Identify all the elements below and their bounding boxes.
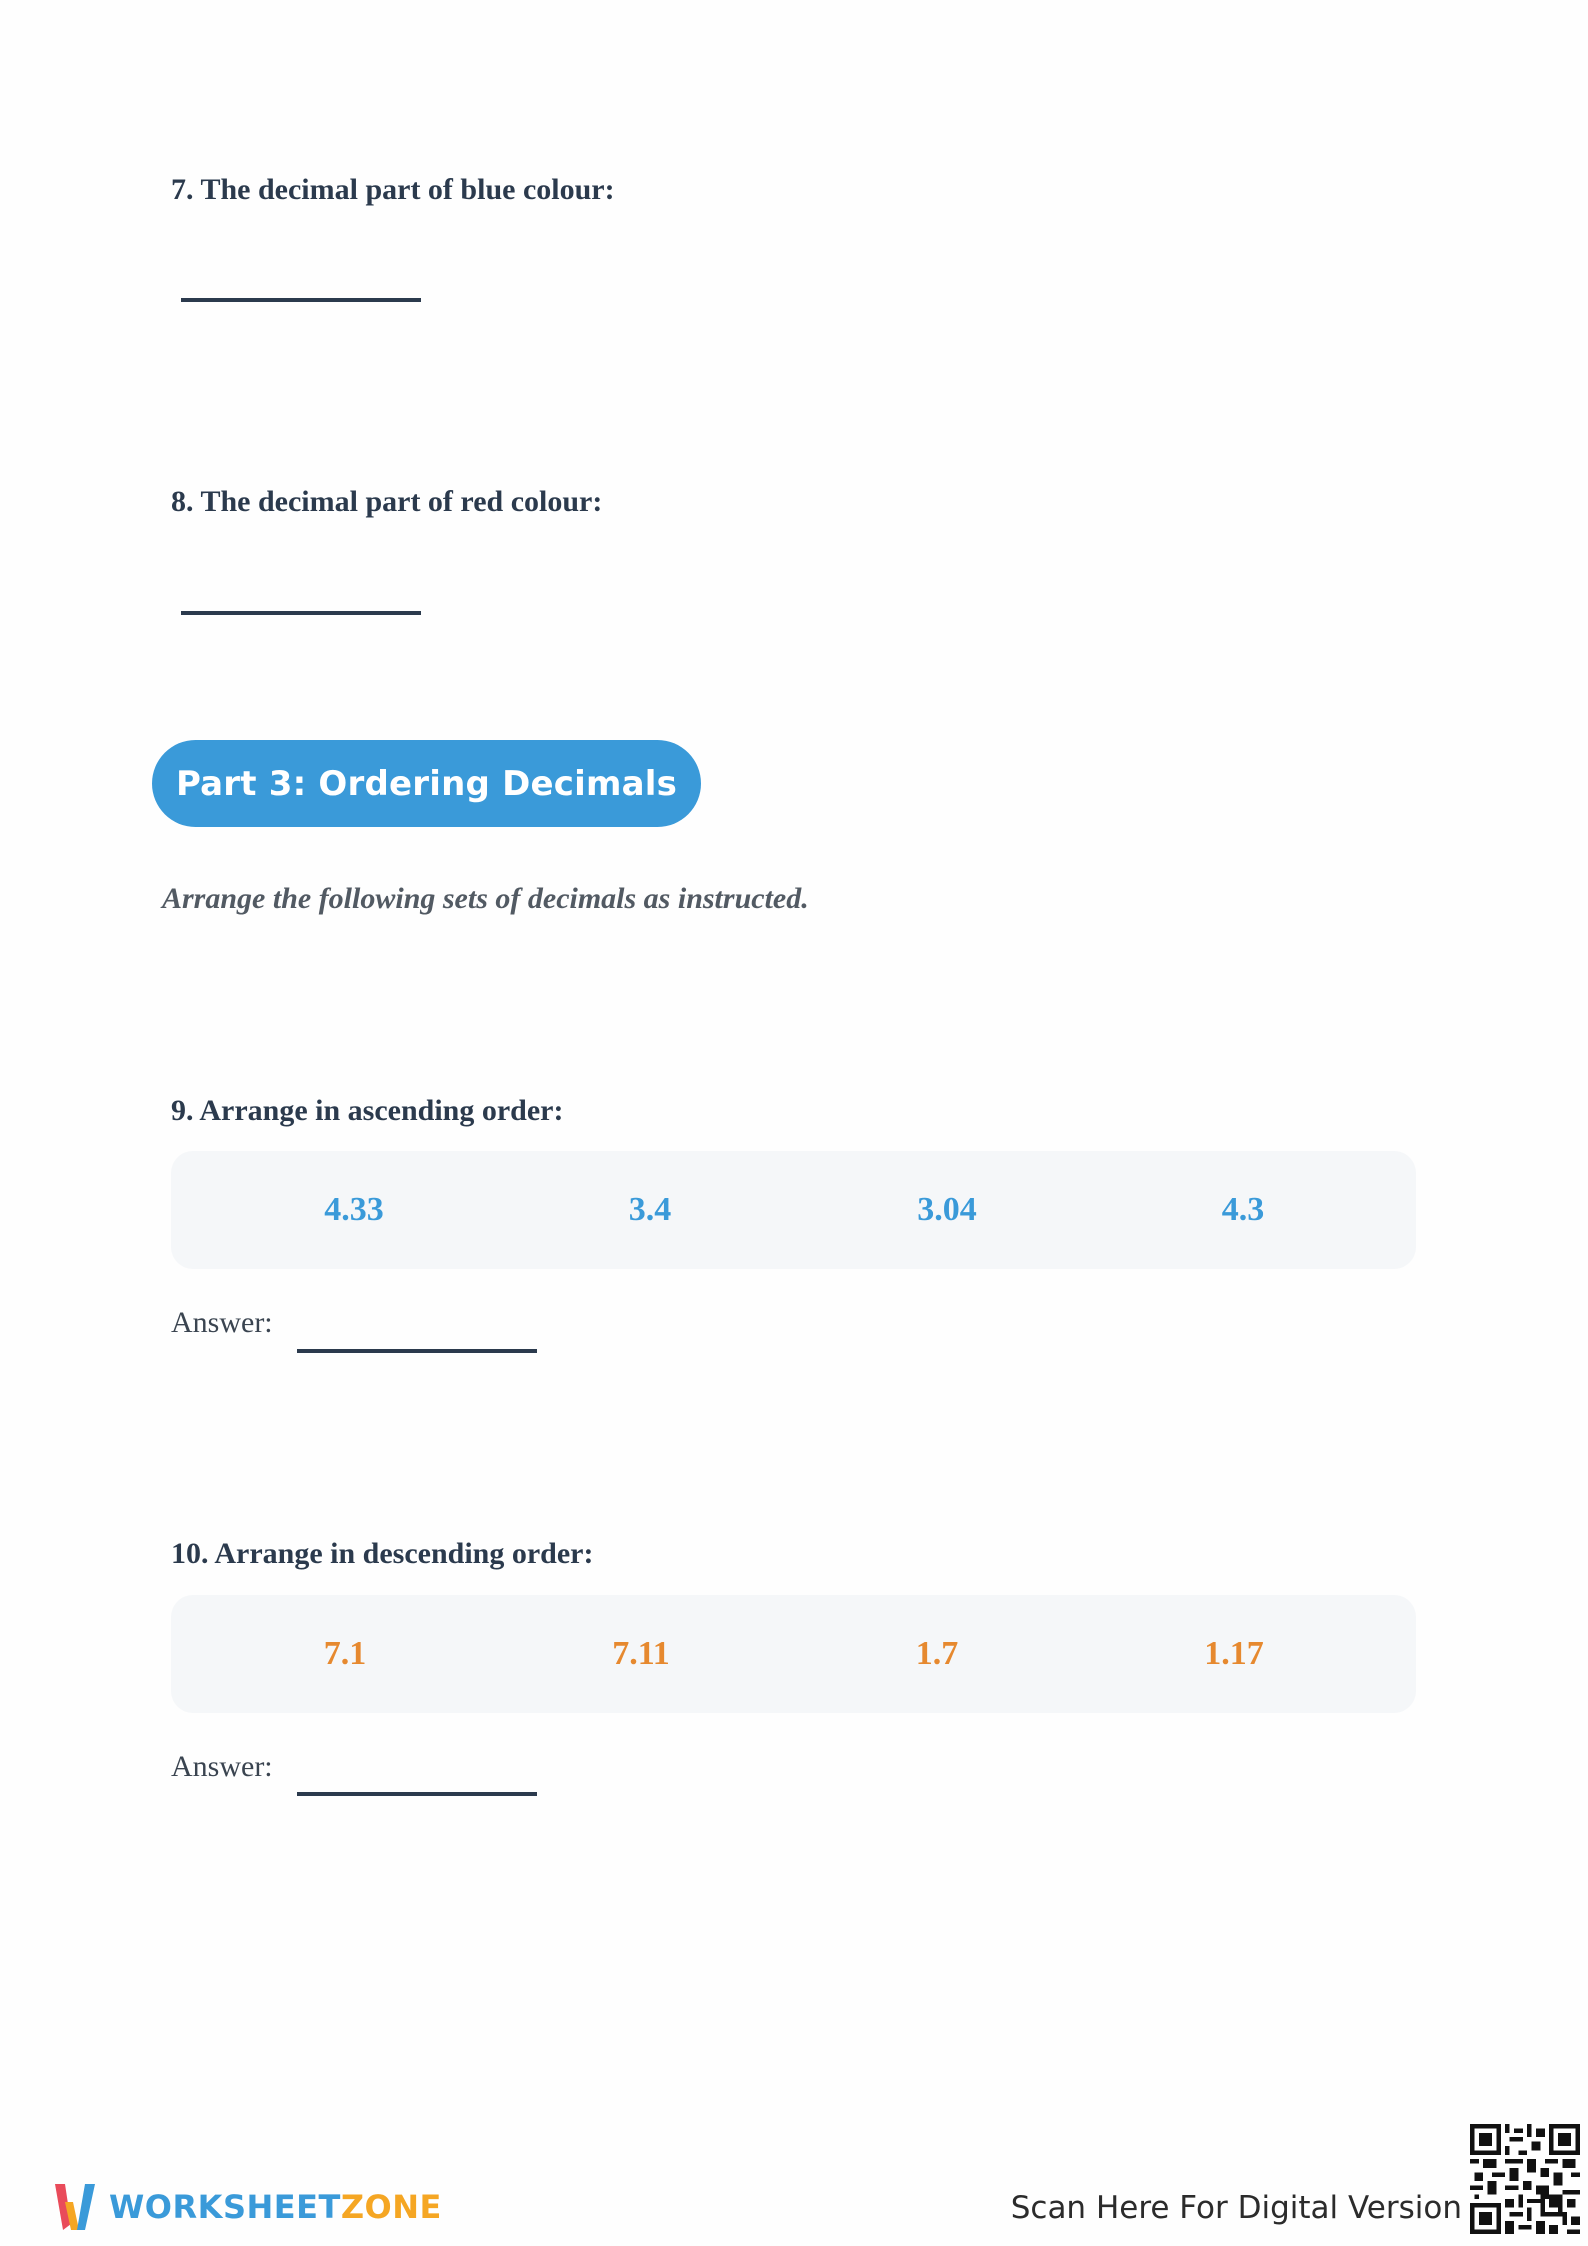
number-item: 3.04 bbox=[917, 1191, 977, 1228]
number-item: 1.17 bbox=[1204, 1635, 1264, 1672]
question-9-number-set bbox=[171, 1151, 1416, 1269]
worksheetzone-logo-icon bbox=[55, 2180, 95, 2234]
brand-part-1: WORKSHEET bbox=[109, 2188, 341, 2226]
number-item: 3.4 bbox=[628, 1191, 672, 1228]
number-item: 7.11 bbox=[612, 1635, 670, 1672]
qr-code-icon[interactable] bbox=[1470, 2124, 1580, 2234]
question-9-title: 9. Arrange in ascending order: bbox=[171, 1094, 564, 1127]
question-10-number-set bbox=[171, 1595, 1416, 1713]
question-10-answer-label: Answer: bbox=[171, 1750, 273, 1783]
worksheetzone-logo[interactable] bbox=[55, 2180, 442, 2234]
part-3-heading: Part 3: Ordering Decimals bbox=[152, 740, 701, 827]
question-8-answer-blank[interactable] bbox=[181, 611, 421, 615]
question-10-title: 10. Arrange in descending order: bbox=[171, 1537, 594, 1570]
brand-name bbox=[109, 2188, 442, 2226]
part-3-instruction: Arrange the following sets of decimals as instructed. bbox=[162, 882, 809, 915]
number-item: 4.3 bbox=[1221, 1191, 1265, 1228]
brand-part-2: ZONE bbox=[340, 2188, 442, 2226]
question-9-answer-blank[interactable] bbox=[297, 1349, 537, 1353]
question-7-title: 7. The decimal part of blue colour: bbox=[171, 173, 615, 206]
question-9-answer-label: Answer: bbox=[171, 1306, 273, 1339]
number-item: 7.1 bbox=[323, 1635, 367, 1672]
number-item: 4.33 bbox=[324, 1191, 384, 1228]
question-10-answer-blank[interactable] bbox=[297, 1792, 537, 1796]
question-8-title: 8. The decimal part of red colour: bbox=[171, 485, 603, 518]
scan-here-text: Scan Here For Digital Version bbox=[1010, 2190, 1462, 2226]
number-item: 1.7 bbox=[915, 1635, 959, 1672]
question-7-answer-blank[interactable] bbox=[181, 298, 421, 302]
